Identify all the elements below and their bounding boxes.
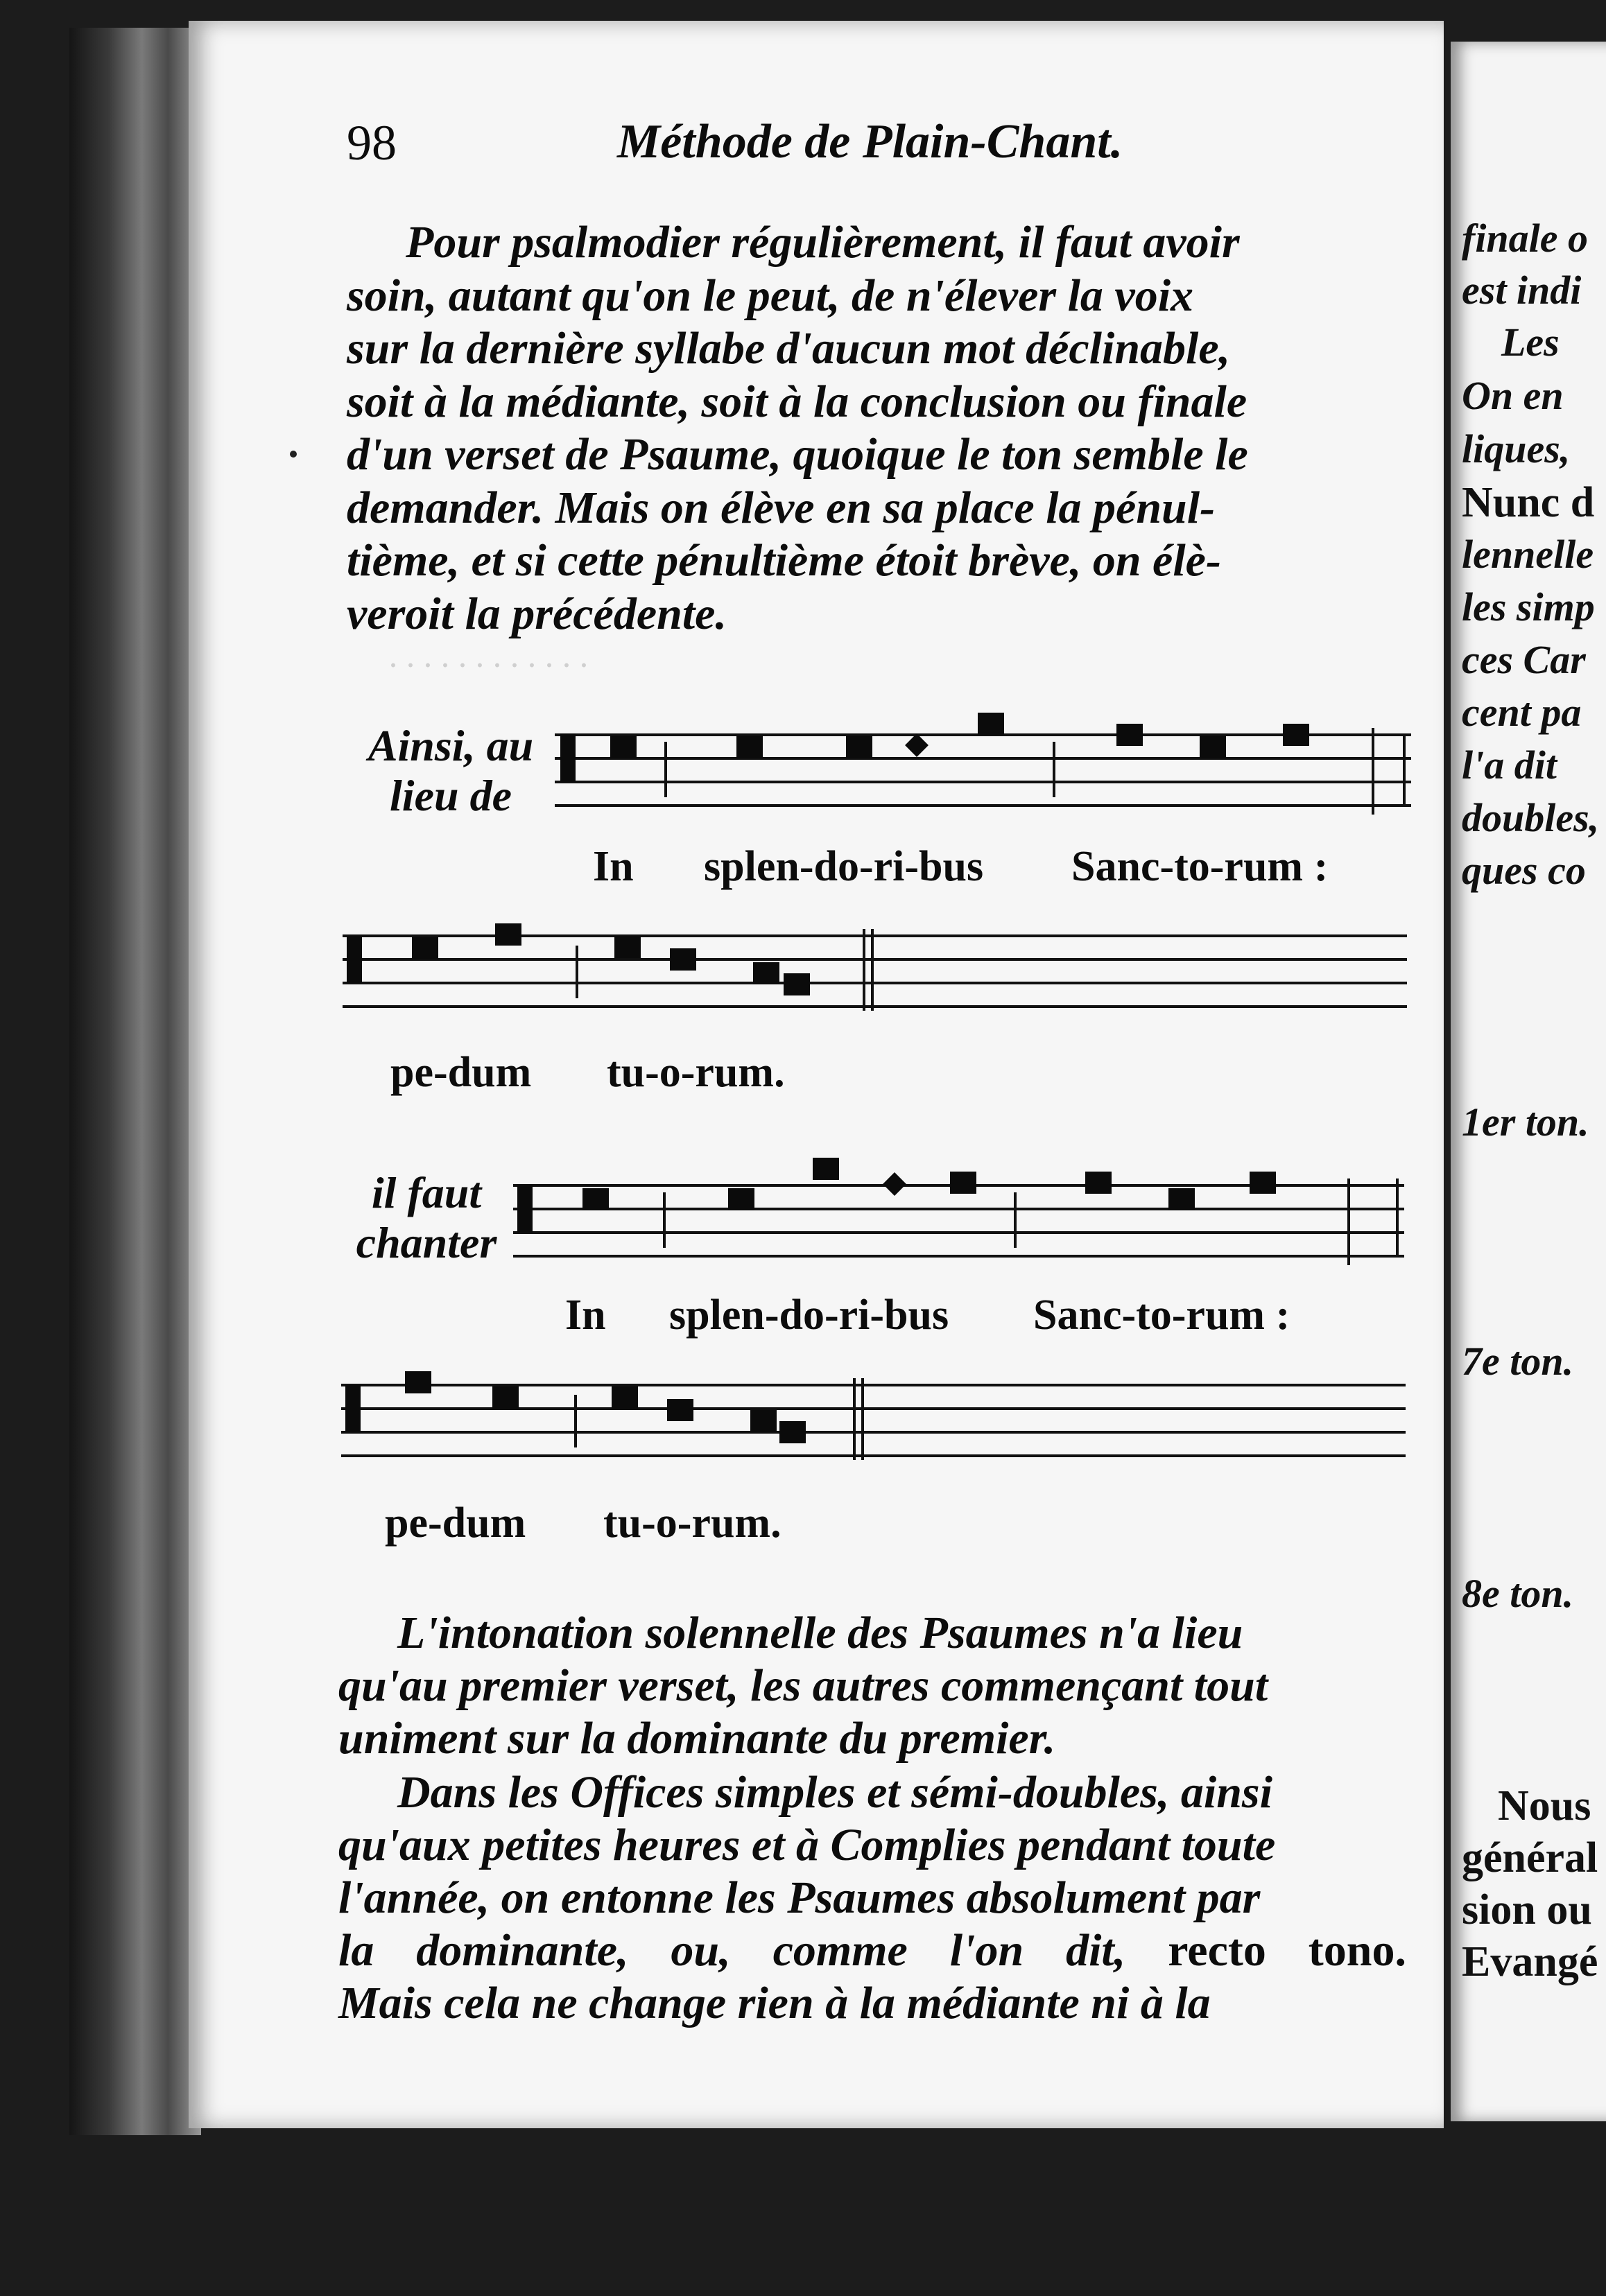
- facing-fragment: Evangé: [1462, 1938, 1598, 1985]
- facing-fragment: les simp: [1462, 584, 1595, 629]
- roman-phrase: recto tono.: [1168, 1925, 1406, 1976]
- page-number: 98: [347, 115, 397, 171]
- facing-fragment: 7e ton.: [1462, 1339, 1574, 1384]
- facing-fragment: Les: [1501, 320, 1560, 365]
- facing-fragment: Nous: [1498, 1782, 1591, 1829]
- label-line: lieu de: [390, 771, 512, 820]
- lyric-syllables: Sanc-to-rum :: [1071, 843, 1329, 890]
- margin-mark: [290, 451, 297, 458]
- running-title: Méthode de Plain-Chant.: [617, 115, 1123, 168]
- lyric-syllables: tu-o-rum.: [603, 1499, 782, 1547]
- facing-fragment: lennelle: [1462, 532, 1594, 577]
- text-segment: la dominante, ou, comme l'on dit,: [338, 1925, 1126, 1976]
- lyric-syllables: splen-do-ri-bus: [704, 843, 984, 890]
- facing-fragment: ques co: [1462, 848, 1586, 893]
- facing-fragment: ces Car: [1462, 637, 1586, 682]
- facing-fragment: l'a dit: [1462, 742, 1557, 788]
- lyric-syllables: In: [593, 843, 634, 890]
- facing-fragment: sion ou: [1462, 1886, 1592, 1933]
- lyric-syllables: tu-o-rum.: [607, 1049, 785, 1096]
- facing-fragment: 1er ton.: [1462, 1099, 1589, 1145]
- facing-fragment: doubles,: [1462, 795, 1600, 840]
- facing-fragment: liques,: [1462, 426, 1571, 471]
- lyric-syllables: In: [565, 1292, 606, 1339]
- text-line: Mais cela ne change rien à la médiante ni à la: [338, 1978, 1211, 2028]
- music-staff: [555, 728, 1415, 818]
- show-through: · · · · · · · · · · · ·: [388, 645, 588, 684]
- lyric-syllables: pe-dum: [390, 1049, 532, 1096]
- label-line: il faut: [371, 1168, 482, 1217]
- facing-fragment: 8e ton.: [1462, 1571, 1574, 1616]
- music-staff: [343, 929, 1410, 1019]
- text-line: soin, autant qu'on le peut, de n'élever la voix: [347, 270, 1194, 321]
- text-line: qu'au premier verset, les autres commençant tout: [338, 1660, 1268, 1711]
- text-line: Dans les Offices simples et sémi-doubles, ainsi: [397, 1767, 1272, 1818]
- facing-fragment: Nunc d: [1462, 479, 1595, 526]
- book-gutter: [69, 28, 201, 2135]
- text-line: veroit la précédente.: [347, 588, 727, 639]
- text-line: [338, 1924, 1406, 1977]
- text-line: soit à la médiante, soit à la conclusion ou finale: [347, 376, 1247, 427]
- facing-fragment: On en: [1462, 373, 1564, 418]
- lyric-syllables: Sanc-to-rum :: [1033, 1292, 1290, 1339]
- example-label: [347, 721, 555, 821]
- label-line: Ainsi, au: [368, 721, 534, 770]
- facing-fragment: général: [1462, 1834, 1598, 1881]
- label-line: chanter: [356, 1218, 497, 1267]
- lyric-syllables: pe-dum: [385, 1499, 526, 1547]
- text-line: L'intonation solennelle des Psaumes n'a lieu: [397, 1608, 1243, 1658]
- lyric-syllables: splen-do-ri-bus: [669, 1292, 949, 1339]
- paragraph-1: [347, 216, 1415, 641]
- music-staff: [513, 1179, 1408, 1269]
- text-line: demander. Mais on élève en sa place la pénul-: [347, 482, 1216, 533]
- facing-fragment: cent pa: [1462, 690, 1582, 735]
- paragraph-2: [338, 1607, 1406, 1765]
- example-label: [340, 1168, 513, 1268]
- facing-fragment: finale o: [1462, 216, 1589, 261]
- music-staff: [341, 1378, 1409, 1468]
- text-line: Pour psalmodier régulièrement, il faut avoir: [406, 217, 1240, 268]
- paragraph-3: [338, 1766, 1406, 2030]
- facing-fragment: est indi: [1462, 268, 1582, 313]
- text-line: sur la dernière syllabe d'aucun mot déclinable,: [347, 323, 1231, 374]
- text-line: tième, et si cette pénultième étoit brève, on élè-: [347, 535, 1221, 586]
- text-line: d'un verset de Psaume, quoique le ton semble le: [347, 429, 1248, 480]
- text-line: qu'aux petites heures et à Complies pendant toute: [338, 1820, 1276, 1870]
- text-line: uniment sur la dominante du premier.: [338, 1713, 1056, 1764]
- text-line: l'année, on entonne les Psaumes absolument par: [338, 1872, 1261, 1923]
